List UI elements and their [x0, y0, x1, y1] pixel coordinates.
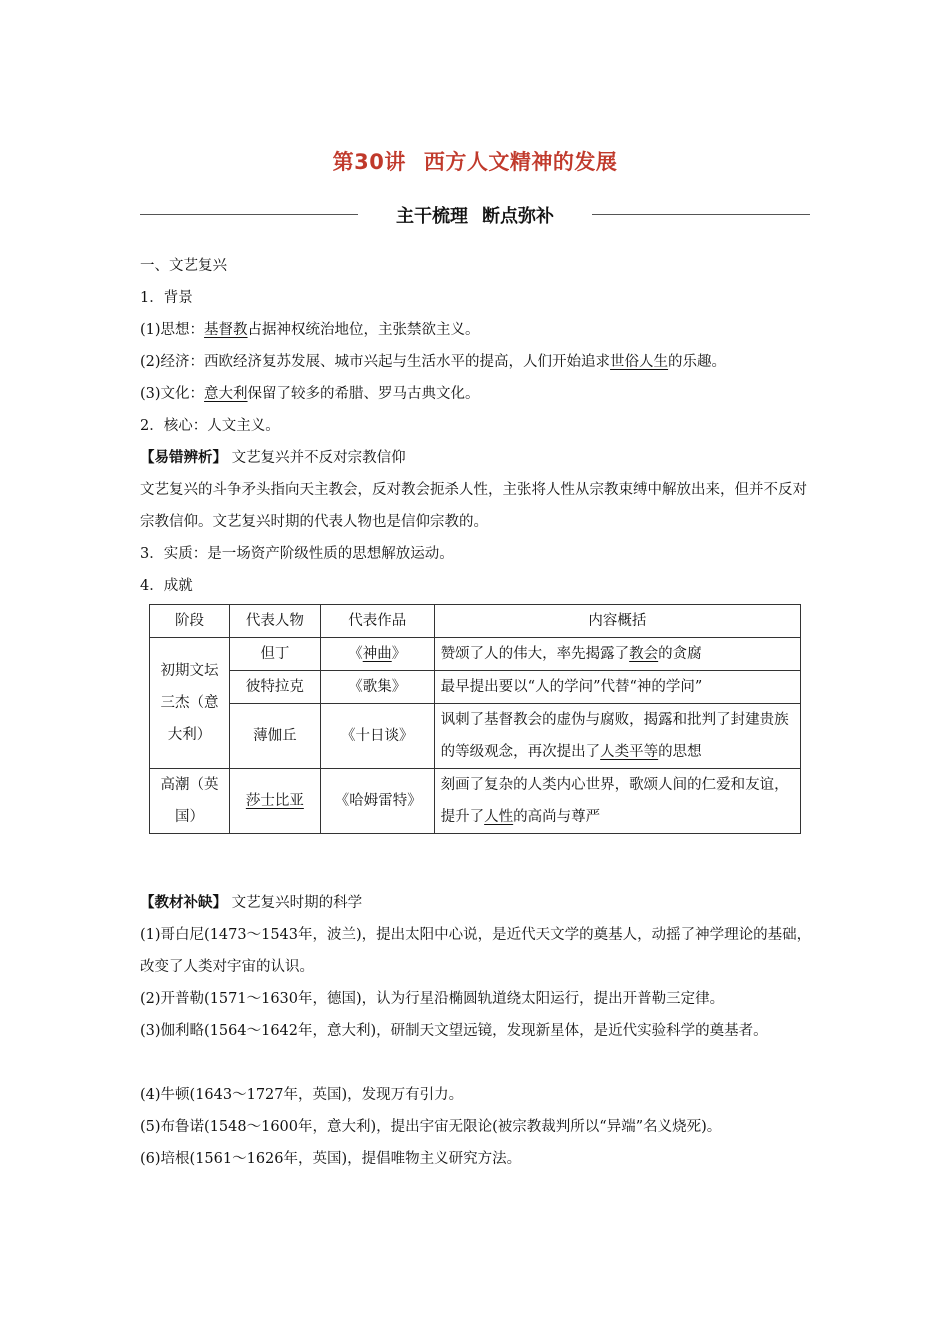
page-title — [0, 146, 950, 176]
supplement-tag: 【教材补缺】 — [140, 895, 227, 911]
supplement-heading — [140, 887, 815, 919]
science-item-4: (4)牛顿(1643～1727年，英国)，发现万有引力。 — [140, 1087, 464, 1103]
content-cell: 刻画了复杂的人类内心世界，歌颂人间的仁爱和友谊，提升了人性的高尚与尊严 — [434, 769, 800, 834]
science-item-6: (6)培根(1561～1626年，英国)，提倡唯物主义研究方法。 — [140, 1151, 522, 1167]
work-cell: 《神曲》 — [320, 638, 434, 671]
background-heading: 1．背景 — [140, 290, 193, 306]
science-item-5: (5)布鲁诺(1548～1600年，意大利)，提出宇宙无限论(被宗教裁判所以“异端”名义烧死)。 — [140, 1119, 722, 1135]
table-row — [150, 638, 801, 671]
stage-peak: 高潮（英国） — [150, 769, 230, 834]
analysis-text: 文艺复兴的斗争矛头指向天主教会，反对教会扼杀人性，主张将人性从宗教束缚中解放出来，但并不反对宗教信仰。文艺复兴时期的代表人物也是信仰宗教的。 — [140, 482, 807, 530]
table-header: 阶段 — [150, 605, 230, 638]
essence-line: 3．实质：是一场资产阶级性质的思想解放运动。 — [140, 546, 454, 562]
science-item-1: (1)哥白尼(1473～1543年，波兰)，提出太阳中心说，是近代天文学的奠基人，动摇了神学理论的基础，改变了人类对宇宙的认识。 — [140, 927, 812, 975]
achievements-heading: 4．成就 — [140, 578, 193, 594]
person-cell: 莎士比亚 — [229, 769, 320, 834]
table-header: 内容概括 — [434, 605, 800, 638]
table-row — [150, 671, 801, 704]
analysis-heading — [140, 442, 815, 474]
analysis-tag: 【易错辨析】 — [140, 450, 227, 466]
keyword-underline: 意大利 — [204, 386, 248, 402]
section-heading — [140, 202, 810, 228]
person-cell: 彼特拉克 — [229, 671, 320, 704]
background-economy: (2)经济：西欧经济复苏发展、城市兴起与生活水平的提高，人们开始追求世俗人生的乐趣。 — [140, 354, 727, 370]
section-heading-part1: 主干梳理 — [396, 206, 468, 227]
person-cell: 薄伽丘 — [229, 704, 320, 769]
stage-early: 初期文坛三杰（意大利） — [150, 638, 230, 769]
content-cell: 赞颂了人的伟大，率先揭露了教会的贪腐 — [434, 638, 800, 671]
heading-renaissance: 一、文艺复兴 — [140, 258, 227, 274]
keyword-underline: 世俗人生 — [610, 354, 669, 370]
table-row — [150, 769, 801, 834]
analysis-title: 文艺复兴并不反对宗教信仰 — [231, 450, 406, 466]
table-header: 代表人物 — [229, 605, 320, 638]
table-header-row — [150, 605, 801, 638]
science-item-2: (2)开普勒(1571～1630年，德国)，认为行星沿椭圆轨道绕太阳运行，提出开普勒三定律。 — [140, 991, 725, 1007]
achievements-table — [149, 604, 801, 834]
keyword-underline: 基督教 — [204, 322, 248, 338]
work-cell: 《歌集》 — [320, 671, 434, 704]
content-cell: 最早提出要以“人的学问”代替“神的学问” — [434, 671, 800, 704]
section-heading-part2: 断点弥补 — [482, 206, 554, 227]
work-cell: 《哈姆雷特》 — [320, 769, 434, 834]
background-culture: (3)文化：意大利保留了较多的希腊、罗马古典文化。 — [140, 386, 480, 402]
person-cell: 但丁 — [229, 638, 320, 671]
divider-right — [592, 214, 810, 215]
core-line: 2．核心：人文主义。 — [140, 418, 280, 434]
science-item-3: (3)伽利略(1564～1642年，意大利)，研制天文望远镜，发现新星体，是近代实验科学的奠基者。 — [140, 1023, 768, 1039]
supplement-title: 文艺复兴时期的科学 — [231, 895, 363, 911]
background-thought: (1)思想：基督教占据神权统治地位，主张禁欲主义。 — [140, 322, 480, 338]
lesson-number: 第30讲 — [332, 150, 406, 174]
table-header: 代表作品 — [320, 605, 434, 638]
content-cell: 讽刺了基督教会的虚伪与腐败，揭露和批判了封建贵族的等级观念，再次提出了人类平等的思想 — [434, 704, 800, 769]
table-row — [150, 704, 801, 769]
lesson-topic: 西方人文精神的发展 — [423, 150, 618, 174]
work-cell: 《十日谈》 — [320, 704, 434, 769]
